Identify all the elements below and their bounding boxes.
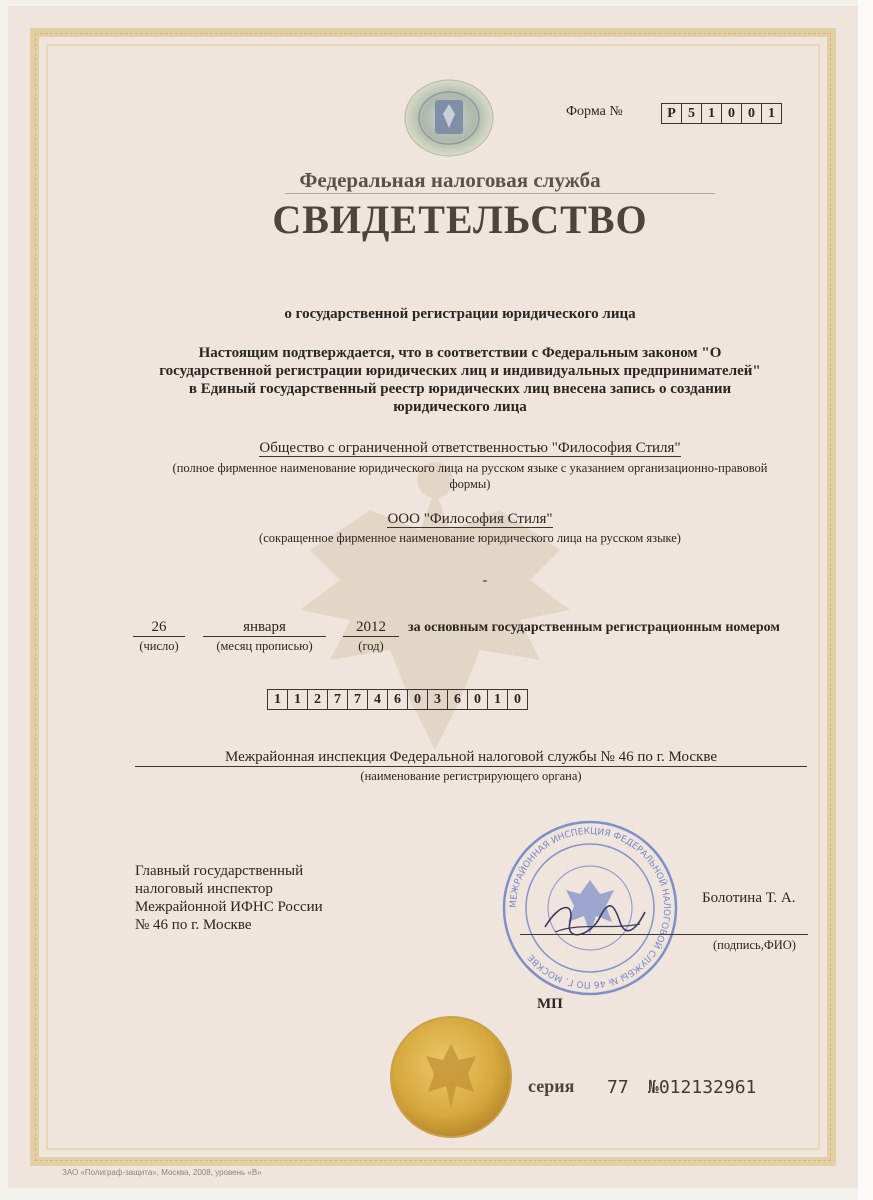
- inspector-title: [135, 862, 323, 934]
- signer-name: Болотина Т. А.: [702, 890, 796, 906]
- hologram-emblem-icon: [403, 78, 495, 158]
- intro-text: [110, 344, 810, 416]
- intro-line: юридического лица: [393, 399, 527, 415]
- inspector-line: Межрайонной ИФНС России: [135, 899, 323, 915]
- digit-cell: 6: [388, 689, 408, 710]
- full-name-caption: [130, 460, 810, 492]
- digit-cell: 7: [328, 689, 348, 710]
- scan-edge: [858, 0, 873, 1200]
- authority-caption: (наименование регистрирующего органа): [360, 769, 582, 783]
- day-caption: (число): [139, 639, 179, 653]
- page-title: СВИДЕТЕЛЬСТВО: [272, 197, 648, 242]
- series-value: 77: [607, 1077, 629, 1098]
- inspector-line: № 46 по г. Москве: [135, 917, 252, 933]
- reg-month: января: [203, 619, 326, 637]
- digit-cell: 6: [448, 689, 468, 710]
- digit-cell: 0: [468, 689, 488, 710]
- form-label: Форма №: [566, 104, 623, 119]
- reg-day: 26: [133, 619, 185, 637]
- certificate-subtitle: о государственной регистрации юридического лица: [284, 306, 636, 322]
- blank-dash: -: [482, 573, 488, 588]
- intro-line: в Единый государственный реестр юридических лиц внесена запись о создании: [188, 381, 732, 397]
- digit-cell: 1: [488, 689, 508, 710]
- intro-line: государственной регистрации юридических лиц и индивидуальных предпринимателей": [159, 363, 761, 379]
- eagle-watermark-icon: [270, 450, 600, 770]
- number-mark: №: [648, 1077, 659, 1098]
- digit-cell: 4: [368, 689, 388, 710]
- signer-caption: (подпись,ФИО): [713, 938, 796, 952]
- digit-cell: 0: [722, 103, 742, 124]
- digit-cell: 0: [508, 689, 528, 710]
- signature-line: [520, 934, 808, 935]
- short-name-caption: (сокращенное фирменное наименование юридического лица на русском языке): [259, 531, 681, 545]
- form-code-cells: [661, 103, 782, 124]
- company-full-name: [130, 440, 810, 457]
- gold-seal-icon: [388, 1014, 514, 1140]
- series-label: серия: [528, 1076, 575, 1096]
- digit-cell: 1: [702, 103, 722, 124]
- year-caption: (год): [358, 639, 384, 653]
- full-name-value: Общество с ограниченной ответственностью "Философия Стиля": [259, 440, 681, 456]
- caption-line: (полное фирменное наименование юридического лица на русском языке с указанием организационно-правовой: [172, 461, 768, 475]
- intro-line: Настоящим подтверждается, что в соответствии с Федеральным законом "О: [198, 345, 722, 361]
- company-short-name: [130, 511, 810, 528]
- certificate-number: [648, 1077, 756, 1098]
- digit-cell: 1: [288, 689, 308, 710]
- inspector-line: налоговый инспектор: [135, 881, 273, 897]
- caption-line: формы): [449, 477, 491, 491]
- digit-cell: 2: [308, 689, 328, 710]
- printer-footer: ЗАО «Полиграф-защита», Москва, 2008, уровень «В»: [62, 1168, 262, 1177]
- digit-cell: 0: [742, 103, 762, 124]
- registering-authority: Межрайонная инспекция Федеральной налоговой службы № 46 по г. Москве: [135, 749, 807, 767]
- inspector-line: Главный государственный: [135, 863, 304, 879]
- reg-year: 2012: [343, 619, 399, 637]
- digit-cell: 5: [682, 103, 702, 124]
- agency-name: Федеральная налоговая служба: [299, 168, 601, 192]
- digit-cell: 1: [267, 689, 288, 710]
- ogrn-cells: [267, 689, 528, 710]
- digit-cell: 1: [762, 103, 782, 124]
- digit-cell: 7: [348, 689, 368, 710]
- digit-cell: 0: [408, 689, 428, 710]
- month-caption: (месяц прописью): [216, 639, 313, 653]
- digit-cell: 3: [428, 689, 448, 710]
- title-rule: [285, 193, 715, 194]
- short-name-value: ООО "Философия Стиля": [387, 511, 553, 527]
- seal-place-label: МП: [537, 996, 563, 1012]
- reg-phrase: за основным государственным регистрационным номером: [408, 620, 780, 635]
- number-value: 012132961: [658, 1077, 757, 1098]
- digit-cell: Р: [661, 103, 682, 124]
- stamp-ring-text: МЕЖРАЙОННАЯ ИНСПЕКЦИЯ ФЕДЕРАЛЬНОЙ НАЛОГОВОЙ СЛУЖБЫ № 46 ПО Г. МОСКВЕ: [508, 826, 672, 990]
